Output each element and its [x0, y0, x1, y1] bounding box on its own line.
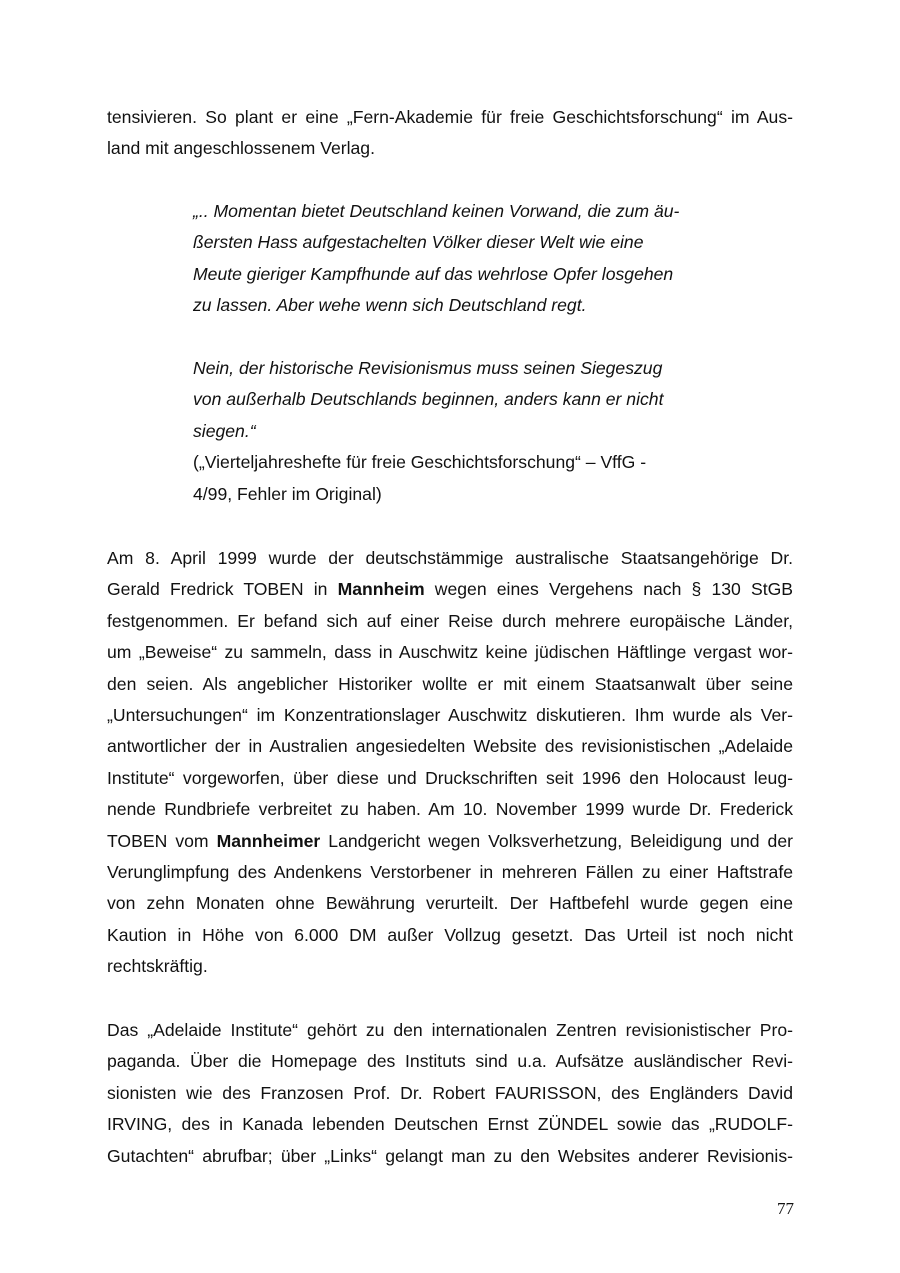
text-line: land mit angeschlossenem Verlag.: [107, 138, 375, 159]
text-line: von zehn Monaten ohne Bewährung verurteilt. Der Haftbefehl wurde gegen eine: [107, 893, 793, 914]
toben-paragraph: [107, 543, 793, 983]
quote-line: ßersten Hass aufgestachelten Völker dieser Welt wie eine: [193, 232, 644, 253]
text-line: nende Rundbriefe verbreitet zu haben. Am 10. November 1999 wurde Dr. Frederick: [107, 799, 793, 820]
text-line: sionisten wie des Franzosen Prof. Dr. Robert FAURISSON, des Engländers David: [107, 1082, 793, 1103]
quote-paragraph-2: [193, 353, 713, 447]
text-span: Landgericht wegen Volksverhetzung, Beleidigung und der: [320, 830, 793, 851]
text-line: um „Beweise“ zu sammeln, dass in Auschwitz keine jüdischen Häftlinge vergast wor-: [107, 642, 793, 663]
city-name-bold: Mannheim: [337, 579, 425, 600]
text-line: Am 8. April 1999 wurde der deutschstämmige australische Staatsangehörige Dr.: [107, 548, 793, 568]
quote-source: [193, 447, 713, 510]
adelaide-paragraph: [107, 1015, 793, 1172]
court-city-bold: Mannheimer: [216, 830, 321, 851]
text-line: Institute“ vorgeworfen, über diese und Druckschriften seit 1996 den Holocaust leug-: [107, 767, 793, 788]
text-line: Kaution in Höhe von 6.000 DM außer Vollzug gesetzt. Das Urteil ist noch nicht: [107, 924, 793, 945]
intro-paragraph: [107, 102, 793, 165]
text-line: Das „Adelaide Institute“ gehört zu den internationalen Zentren revisionistischer Pro-: [107, 1020, 793, 1040]
text-line: den seien. Als angeblicher Historiker wollte er mit einem Staatsanwalt über seine: [107, 673, 793, 694]
quote-line: zu lassen. Aber wehe wenn sich Deutschland regt.: [193, 295, 587, 316]
page-number: 77: [777, 1199, 794, 1218]
text-line: tensivieren. So plant er eine „Fern-Akademie für freie Geschichtsforschung“ im Aus-: [107, 107, 793, 127]
text-span: Gerald Fredrick TOBEN in: [107, 579, 338, 600]
text-line: paganda. Über die Homepage des Instituts sind u.a. Aufsätze ausländischer Revi-: [107, 1051, 793, 1072]
quote-line: Meute gieriger Kampfhunde auf das wehrlose Opfer losgehen: [193, 263, 674, 284]
text-line: festgenommen. Er befand sich auf einer Reise durch mehrere europäische Länder,: [107, 610, 793, 631]
quote-line: Nein, der historische Revisionismus muss seinen Siegeszug: [193, 358, 663, 379]
source-line: 4/99, Fehler im Original): [193, 483, 382, 504]
source-line: („Vierteljahreshefte für freie Geschichtsforschung“ – VffG -: [193, 452, 647, 473]
text-line: [107, 826, 793, 857]
quote-line: von außerhalb Deutschlands beginnen, anders kann er nicht: [193, 389, 664, 410]
text-line: Verunglimpfung des Andenkens Verstorbener in mehreren Fällen zu einer Haftstrafe: [107, 862, 793, 883]
text-line: rechtskräftig.: [107, 956, 208, 977]
text-span: wegen eines Vergehens nach § 130 StGB: [424, 579, 794, 600]
block-quote: [193, 196, 713, 510]
text-line: „Untersuchungen“ im Konzentrationslager Auschwitz diskutieren. Ihm wurde als Ver-: [107, 705, 793, 726]
quote-spacer: [193, 322, 713, 353]
text-line: IRVING, des in Kanada lebenden Deutschen Ernst ZÜNDEL sowie das „RUDOLF-: [107, 1114, 793, 1135]
text-line: [107, 574, 793, 605]
quote-line: „.. Momentan bietet Deutschland keinen Vorwand, die zum äu-: [193, 201, 680, 221]
text-span: TOBEN vom: [107, 830, 217, 851]
quote-paragraph-1: [193, 196, 713, 322]
text-line: antwortlicher der in Australien angesiedelten Website des revisionistischen „Adelaide: [107, 736, 793, 757]
text-line: Gutachten“ abrufbar; über „Links“ gelangt man zu den Websites anderer Revisionis-: [107, 1145, 793, 1166]
quote-line: siegen.“: [193, 420, 256, 441]
